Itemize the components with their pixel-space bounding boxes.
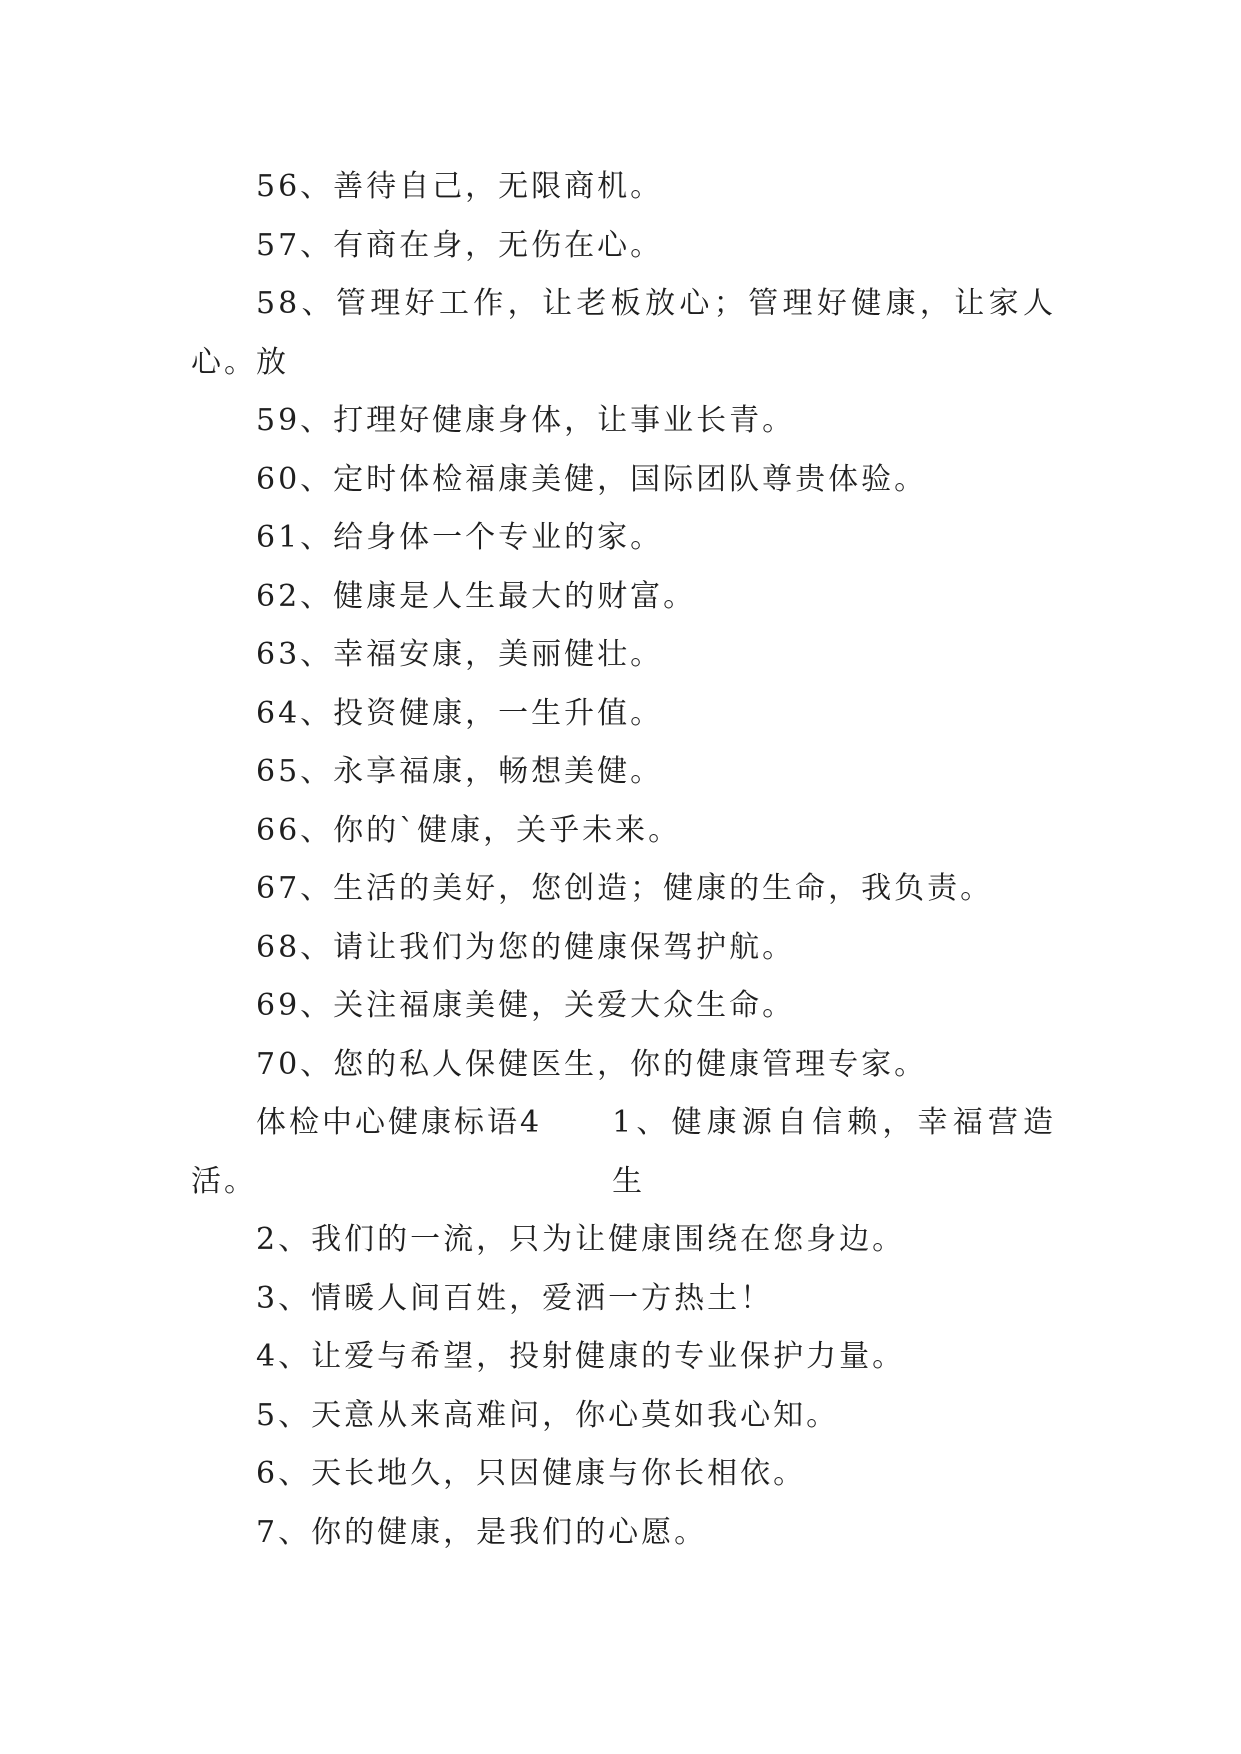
- section-4-slogan-7: 7、你的健康，是我们的心愿。: [256, 1514, 708, 1550]
- section-4-slogan-1-line-2: 活。: [191, 1163, 257, 1199]
- slogan-58-line-1: 58、管理好工作，让老板放心；管理好健康，让家人放: [256, 286, 1056, 380]
- slogan-68: 68、请让我们为您的健康保驾护航。: [256, 929, 796, 965]
- slogan-63: 63、幸福安康，美丽健壮。: [256, 637, 664, 672]
- slogan-61: 61、给身体一个专业的家。: [256, 520, 664, 555]
- section-4-slogan-3: 3、情暖人间百姓，爱洒一方热土！: [256, 1280, 774, 1316]
- slogan-56: 56、善待自己，无限商机。: [256, 169, 664, 204]
- section-4-slogan-4: 4、让爱与希望，投射健康的专业保护力量。: [256, 1339, 906, 1374]
- slogan-69: 69、关注福康美健，关爱大众生命。: [256, 988, 796, 1023]
- section-4-slogan-5: 5、天意从来高难问，你心莫如我心知。: [256, 1397, 840, 1433]
- slogan-66: 66、你的`健康，关乎未来。: [256, 812, 682, 848]
- section-4-heading-row: [191, 1094, 1056, 1199]
- slogan-57: 57、有商在身，无伤在心。: [256, 227, 664, 263]
- slogan-62: 62、健康是人生最大的财富。: [256, 578, 697, 614]
- section-4-slogan-2: 2、我们的一流，只为让健康围绕在您身边。: [256, 1222, 906, 1257]
- section-4-slogan-1-line-1: 1、健康源自信赖，幸福营造生: [612, 1105, 1056, 1199]
- section-heading: 体检中心健康标语4: [256, 1105, 543, 1140]
- slogan-70: 70、您的私人保健医生，你的健康管理专家。: [256, 1046, 928, 1082]
- slogan-59: 59、打理好健康身体，让事业长青。: [256, 403, 796, 438]
- slogan-67: 67、生活的美好，您创造；健康的生命，我负责。: [256, 871, 994, 906]
- slogan-64: 64、投资健康，一生升值。: [256, 695, 664, 731]
- slogan-60: 60、定时体检福康美健，国际团队尊贵体验。: [256, 461, 928, 497]
- slogan-58-line-2: 心。: [191, 344, 257, 380]
- section-4-slogan-6: 6、天长地久，只因健康与你长相依。: [256, 1456, 807, 1491]
- slogan-65: 65、永享福康，畅想美健。: [256, 754, 664, 789]
- document-body: [191, 158, 1056, 1562]
